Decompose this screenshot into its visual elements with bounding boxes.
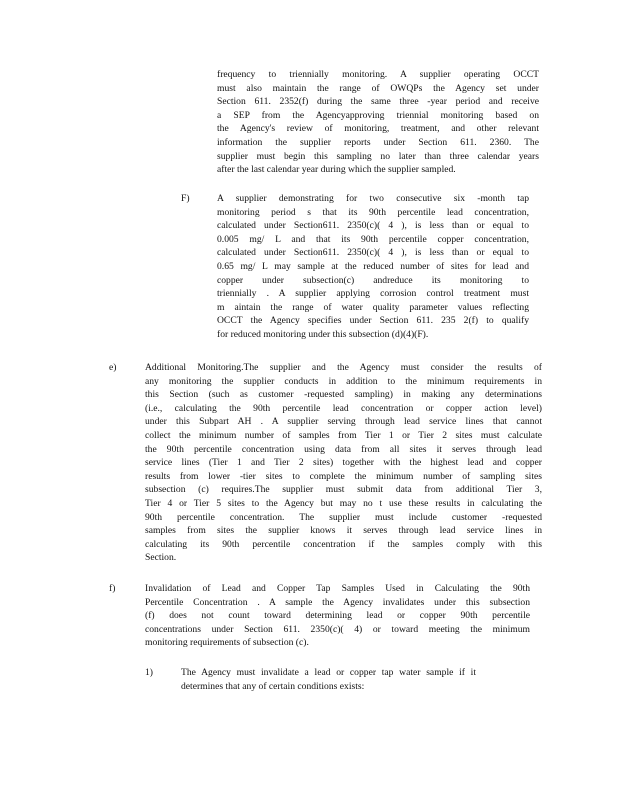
text-line: samples from sites the supplier knows it serves through lead service lines in [145, 525, 542, 537]
text-line: service lines (Tier 1 and Tier 2 sites) together with the highest lead and copper [145, 457, 542, 469]
text-line: results from lower -tier sites to complete the minimum number of sampling sites [145, 470, 542, 482]
text-line: any monitoring the supplier conducts in addition to the minimum requirements in [145, 375, 542, 387]
text-line: Section. [145, 552, 177, 564]
text-line: calculating its 90th percentile concentration if the samples comply with this [145, 538, 542, 550]
text-line: supplier must begin this sampling no later than three calendar years [217, 150, 539, 162]
text-line: information the supplier reports under Section 611. 2360. The [217, 136, 539, 148]
text-line: copper under subsection(c) andreduce its monitoring to [217, 274, 529, 286]
item-label-1: 1) [145, 667, 153, 678]
item-f-paragraph [145, 582, 530, 650]
text-line: collect the minimum number of samples from Tier 1 or Tier 2 sites must calculate [145, 429, 542, 441]
text-line: the 90th percentile concentration using data from all sites it serves through lead [145, 443, 542, 455]
text-line: calculated under Section611. 2350(c)( 4 ), is less than or equal to [217, 220, 529, 232]
text-line: The Agency must invalidate a lead or copper tap water sample if it [181, 667, 476, 678]
text-line: Section 611. 2352(f) during the same three -year period and receive [217, 96, 539, 108]
continuation-paragraph [217, 68, 539, 177]
text-line: subsection (c) requires.The supplier must submit data from additional Tier 3, [145, 484, 542, 496]
text-line: 0.005 mg/ L and that its 90th percentile copper concentration, [217, 233, 529, 245]
text-line: the Agency's review of monitoring, treatment, and other relevant [217, 123, 539, 135]
item-label-e: e) [109, 362, 117, 373]
text-line: for reduced monitoring under this subsection (d)(4)(F). [217, 328, 429, 340]
text-line: (f) does not count toward determining lead or copper 90th percentile [145, 610, 530, 622]
text-line: a SEP from the Agencyapproving triennial monitoring based on [217, 109, 539, 121]
item-label-f: f) [109, 583, 116, 594]
item-label-F: F) [181, 193, 190, 204]
text-line: Tier 4 or Tier 5 sites to the Agency but may no t use these results in calculating the [145, 497, 542, 509]
text-line: calculated under Section611. 2350(c)( 4 ), is less than or equal to [217, 247, 529, 259]
text-line: this Section (such as customer -requested sampling) in making any determinations [145, 389, 542, 401]
text-line: Percentile Concentration . A sample the Agency invalidates under this subsection [145, 596, 530, 608]
text-line: A supplier demonstrating for two consecutive six -month tap [217, 193, 529, 204]
text-line: concentrations under Section 611. 2350(c)( 4) or toward meeting the minimum [145, 623, 530, 635]
text-line: frequency to triennially monitoring. A supplier operating OCCT [217, 69, 539, 80]
text-line: monitoring period s that its 90th percentile lead concentration, [217, 206, 529, 218]
text-line: 0.65 mg/ L may sample at the reduced number of sites for lead and [217, 260, 529, 272]
text-line: OCCT the Agency specifies under Section 611. 235 2(f) to qualify [217, 315, 529, 327]
text-line: (i.e., calculating the 90th percentile lead concentration or copper action level) [145, 402, 542, 414]
item-F-paragraph [217, 192, 529, 342]
text-line: triennially . A supplier applying corrosion control treatment must [217, 288, 529, 300]
item-e-paragraph [145, 361, 542, 565]
text-line: m aintain the range of water quality parameter values reflecting [217, 301, 529, 313]
text-line: monitoring requirements of subsection (c). [145, 637, 309, 649]
text-line: determines that any of certain conditions exists: [181, 680, 365, 692]
text-line: must also maintain the range of OWQPs the Agency set under [217, 82, 539, 94]
item-1-paragraph [181, 666, 476, 693]
text-line: 90th percentile concentration. The supplier must include customer -requested [145, 511, 542, 523]
text-line: Invalidation of Lead and Copper Tap Samples Used in Calculating the 90th [145, 583, 530, 594]
text-line: after the last calendar year during which the supplier sampled. [217, 164, 456, 176]
text-line: under this Subpart AH . A supplier serving through lead service lines that cannot [145, 416, 542, 428]
text-line: Additional Monitoring.The supplier and the Agency must consider the results of [145, 362, 542, 373]
